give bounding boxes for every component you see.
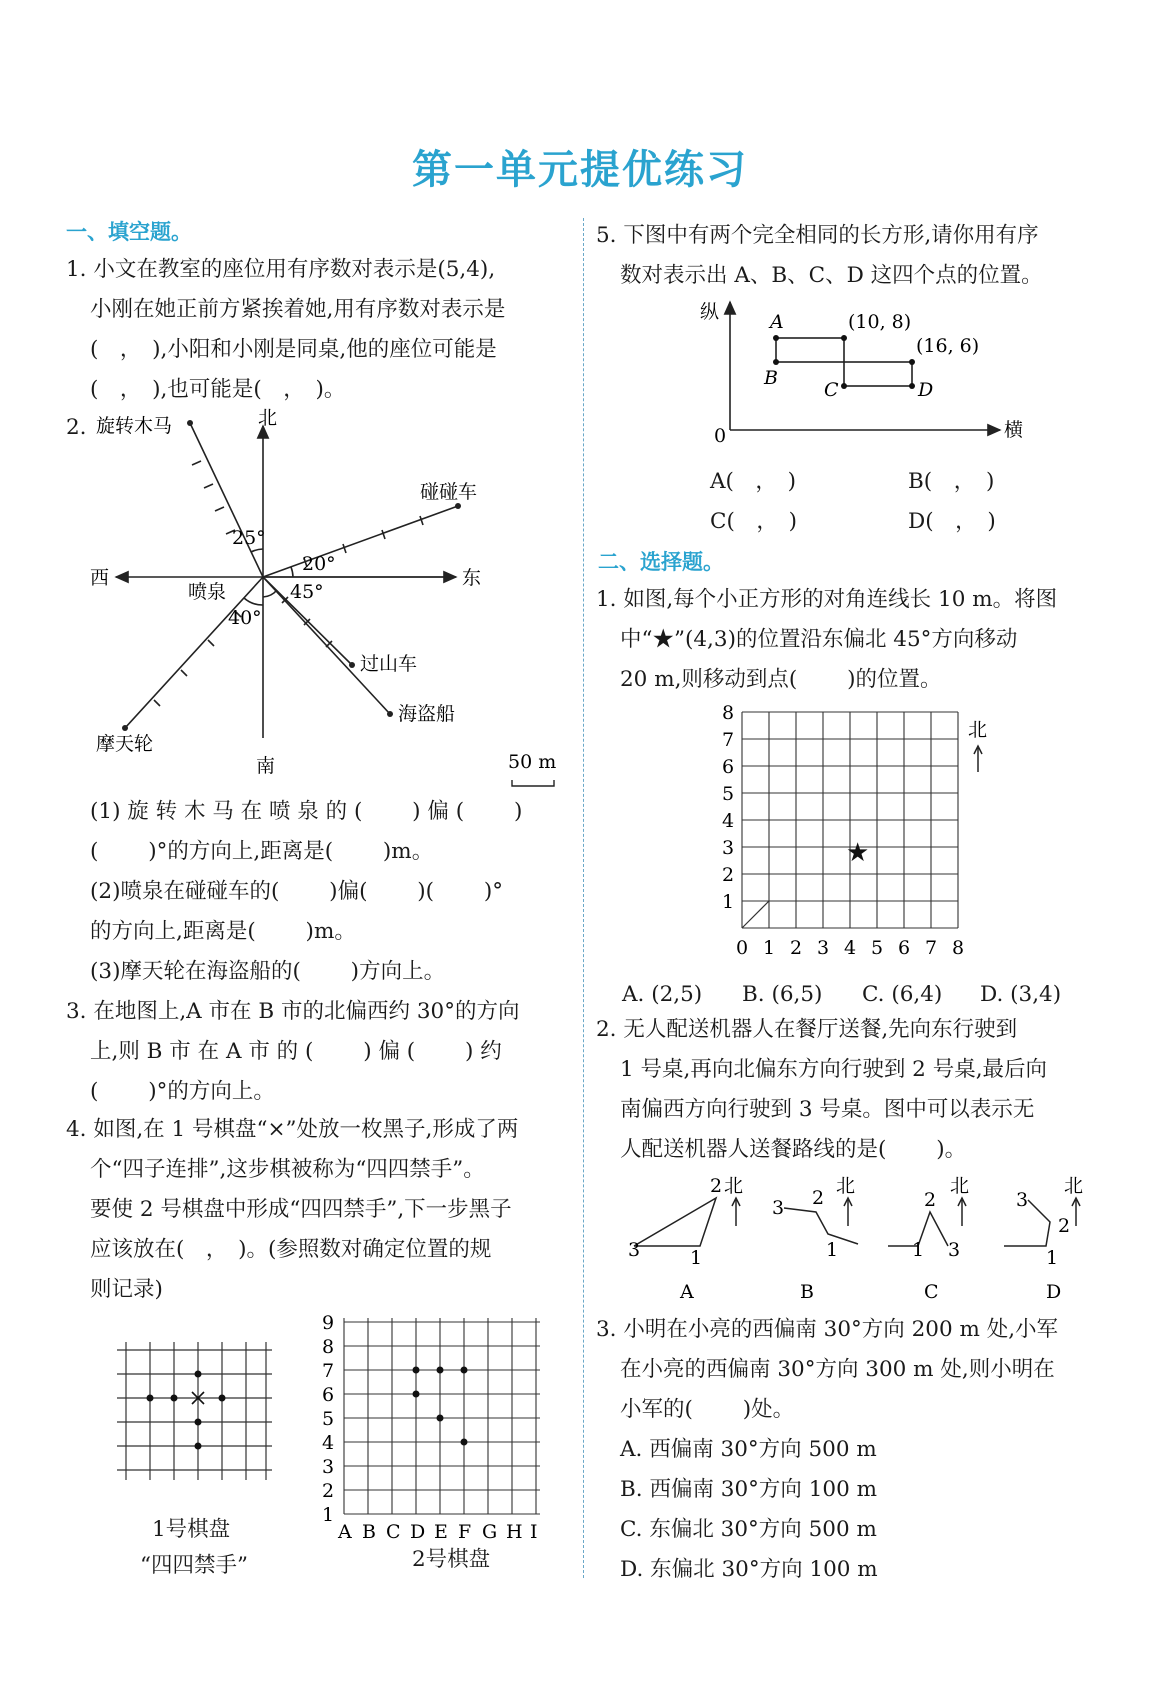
board2-row-label: 1 xyxy=(322,1504,335,1526)
point-a-label: A xyxy=(770,311,784,333)
board2-row-label: 4 xyxy=(322,1432,335,1454)
c3-line: 3. 小明在小亮的西偏南 30°方向 200 m 处,小军 xyxy=(596,1317,1059,1342)
question-3 xyxy=(66,992,519,1112)
grid-x-tick: 1 xyxy=(763,937,776,959)
q5-answer-b: B( ， ) xyxy=(908,469,995,494)
board2-col-label: E xyxy=(434,1521,448,1543)
svg-text:3: 3 xyxy=(628,1239,641,1261)
q2-line: ( )°的方向上,距离是( )m。 xyxy=(90,839,434,864)
board2-row-label: 2 xyxy=(322,1480,335,1502)
star-marker: ★ xyxy=(846,838,870,868)
c3-line: 在小亮的西偏南 30°方向 300 m 处,则小明在 xyxy=(620,1357,1055,1382)
board2-col-label: B xyxy=(362,1521,376,1543)
c1-line: 中“★”(4,3)的位置沿东偏北 45°方向移动 xyxy=(620,627,1018,652)
north-label: 北 xyxy=(724,1176,744,1197)
q5-answer-a: A( ， ) xyxy=(710,469,797,494)
grid-x-tick: 7 xyxy=(925,937,938,959)
q4-line: 4. 如图,在 1 号棋盘“×”处放一枚黑子,形成了两 xyxy=(66,1117,519,1142)
board2-row-label: 5 xyxy=(322,1408,335,1430)
bumper-car-label: 碰碰车 xyxy=(420,481,478,503)
west-label: 西 xyxy=(90,567,110,589)
grid-y-tick: 5 xyxy=(722,783,735,805)
route-option-d: D xyxy=(1046,1281,1062,1303)
y-axis-label: 纵 xyxy=(700,301,720,323)
svg-text:3: 3 xyxy=(1016,1189,1029,1211)
scale-label: 50 m xyxy=(508,751,557,773)
grid-y-tick: 8 xyxy=(722,702,735,724)
grid-y-tick: 7 xyxy=(722,729,735,751)
svg-text:1: 1 xyxy=(826,1239,839,1261)
q1-line: ( ， ),也可能是( ， )。 xyxy=(90,377,346,402)
pirate-ship-label: 海盗船 xyxy=(398,703,456,725)
angle-20-label: 20° xyxy=(302,553,336,575)
north-label: 北 xyxy=(968,719,988,741)
roller-coaster-label: 过山车 xyxy=(360,653,418,675)
svg-text:1: 1 xyxy=(690,1247,703,1269)
north-label: 北 xyxy=(1064,1176,1084,1197)
grid-y-tick: 4 xyxy=(722,810,735,832)
q1-line: 小刚在她正前方紧挨着她,用有序数对表示是 xyxy=(90,297,506,322)
question-1 xyxy=(66,250,505,410)
svg-text:1: 1 xyxy=(912,1239,925,1261)
c1-option-c: C. (6,4) xyxy=(862,982,943,1007)
board2-row-label: 3 xyxy=(322,1456,335,1478)
c3-option: D. 东偏北 30°方向 100 m xyxy=(620,1557,878,1582)
grid-x-tick: 6 xyxy=(898,937,911,959)
grid-x-tick: 8 xyxy=(952,937,965,959)
q3-line: 3. 在地图上,A 市在 B 市的北偏西约 30°的方向 xyxy=(66,999,520,1024)
south-label: 南 xyxy=(256,755,276,777)
star-grid xyxy=(720,700,1020,970)
angle-45-label: 45° xyxy=(290,581,324,603)
scale-bar xyxy=(512,780,554,786)
east-label: 东 xyxy=(462,567,482,589)
c3-line: 小军的( )处。 xyxy=(620,1397,795,1422)
board-1-subcaption: “四四禁手” xyxy=(140,1553,248,1578)
grid-x-tick: 3 xyxy=(817,937,830,959)
q4-line: 应该放在( ， )。(参照数对确定位置的规 xyxy=(90,1237,492,1262)
grid-x-tick: 2 xyxy=(790,937,803,959)
q2-line: (3)摩天轮在海盗船的( )方向上。 xyxy=(90,959,446,984)
question-2-number: 2. xyxy=(66,415,87,440)
angle-40-label: 40° xyxy=(228,607,262,629)
c2-line: 1 号桌,再向北偏东方向行驶到 2 号桌,最后向 xyxy=(620,1057,1048,1082)
fountain-label: 喷泉 xyxy=(188,581,227,603)
point-d-label: D xyxy=(918,379,934,401)
svg-text:2: 2 xyxy=(812,1187,825,1209)
q3-line: 上,则 B 市 在 A 市 的 ( ) 偏 ( ) 约 xyxy=(90,1039,502,1064)
q3-line: ( )°的方向上。 xyxy=(90,1079,275,1104)
board-1-caption: 1号棋盘 xyxy=(152,1517,231,1542)
choice-1 xyxy=(596,580,1057,700)
c2-line: 人配送机器人送餐路线的是( )。 xyxy=(620,1137,967,1162)
question-5 xyxy=(596,216,1043,296)
c3-option: B. 西偏南 30°方向 100 m xyxy=(620,1477,878,1502)
board-1 xyxy=(112,1340,282,1490)
q2-line: (1) 旋 转 木 马 在 喷 泉 的 ( ) 偏 ( ) xyxy=(90,799,523,824)
svg-text:3: 3 xyxy=(948,1239,961,1261)
point-16-6-label: (16, 6) xyxy=(916,335,980,357)
north-label: 北 xyxy=(836,1176,856,1197)
c1-option-b: B. (6,5) xyxy=(742,982,823,1007)
c1-line: 1. 如图,每个小正方形的对角连线长 10 m。将图 xyxy=(596,587,1058,612)
choice-2 xyxy=(596,1010,1047,1170)
q5-answer-c: C( ， ) xyxy=(710,509,797,534)
q2-line: 的方向上,距离是( )m。 xyxy=(90,919,356,944)
c1-option-d: D. (3,4) xyxy=(980,982,1062,1007)
c2-line: 2. 无人配送机器人在餐厅送餐,先向东行驶到 xyxy=(596,1017,1018,1042)
svg-text:3: 3 xyxy=(772,1197,785,1219)
svg-text:1: 1 xyxy=(1046,1247,1059,1269)
page-title: 第一单元提优练习 xyxy=(412,147,748,193)
point-b-label: B xyxy=(764,367,778,389)
c1-option-a: A. (2,5) xyxy=(622,982,703,1007)
q4-line: 要使 2 号棋盘中形成“四四禁手”,下一步黑子 xyxy=(90,1197,512,1222)
north-label: 北 xyxy=(950,1176,970,1197)
x-axis-label: 横 xyxy=(1004,419,1024,441)
board2-col-label: I xyxy=(530,1521,538,1543)
board2-row-label: 9 xyxy=(322,1312,335,1334)
grid-x-tick: 0 xyxy=(736,937,749,959)
north-label: 北 xyxy=(258,408,278,429)
c1-line: 20 m,则移动到点( )的位置。 xyxy=(620,667,942,692)
angle-25-label: 25° xyxy=(232,527,266,549)
bumper-line xyxy=(263,506,458,577)
point-c-label: C xyxy=(824,379,839,401)
question-2-parts xyxy=(90,792,522,992)
board-2 xyxy=(318,1310,548,1550)
section-fill-label: 一、填空题 xyxy=(66,220,171,244)
route-option-b: B xyxy=(800,1281,814,1303)
grid-y-tick: 1 xyxy=(722,891,735,913)
board2-row-label: 6 xyxy=(322,1384,335,1406)
q1-line: ( ， ),小阳和小刚是同桌,他的座位可能是 xyxy=(90,337,497,362)
merry-line xyxy=(190,423,263,577)
question-4 xyxy=(66,1110,518,1310)
board2-row-label: 8 xyxy=(322,1336,335,1358)
board2-col-label: C xyxy=(386,1521,401,1543)
column-divider xyxy=(583,218,584,1578)
q1-line: 1. 小文在教室的座位用有序数对表示是(5,4), xyxy=(66,257,496,282)
board2-col-label: H xyxy=(506,1521,523,1543)
board-2-caption: 2号棋盘 xyxy=(412,1547,491,1572)
grid-y-tick: 3 xyxy=(722,837,735,859)
point-10-8-label: (10, 8) xyxy=(848,311,912,333)
q5-line: 数对表示出 A、B、C、D 这四个点的位置。 xyxy=(620,263,1043,288)
origin-label: 0 xyxy=(714,425,727,446)
board2-col-label: G xyxy=(482,1521,498,1543)
ferris-wheel-label: 摩天轮 xyxy=(96,733,154,755)
section-choice-heading: 二、选择题。 xyxy=(598,550,724,574)
c3-option: C. 东偏北 30°方向 500 m xyxy=(620,1517,877,1542)
q5-answer-d: D( ， ) xyxy=(908,509,996,534)
grid-y-tick: 6 xyxy=(722,756,735,778)
route-option-c: C xyxy=(924,1281,939,1303)
q2-line: (2)喷泉在碰碰车的( )偏( )( )° xyxy=(90,879,504,904)
board2-col-label: A xyxy=(338,1521,352,1543)
route-options xyxy=(628,1176,1108,1306)
grid-x-tick: 4 xyxy=(844,937,857,959)
q5-line: 5. 下图中有两个完全相同的长方形,请你用有序 xyxy=(596,223,1039,248)
board2-row-label: 7 xyxy=(322,1360,335,1382)
q4-line: 则记录) xyxy=(90,1277,163,1302)
merry-go-round-label: 旋转木马 xyxy=(96,415,173,437)
svg-text:2: 2 xyxy=(1058,1215,1071,1237)
section-fill-heading: 一、填空题。 xyxy=(66,220,192,244)
board2-col-label: F xyxy=(458,1521,472,1543)
svg-text:2: 2 xyxy=(710,1176,723,1197)
route-option-a: A xyxy=(680,1281,694,1303)
grid-x-tick: 5 xyxy=(871,937,884,959)
c3-option: A. 西偏南 30°方向 500 m xyxy=(620,1437,877,1462)
c2-line: 南偏西方向行驶到 3 号桌。图中可以表示无 xyxy=(620,1097,1035,1122)
choice-3 xyxy=(596,1310,1058,1590)
board2-col-label: D xyxy=(410,1521,426,1543)
rectangles-diagram xyxy=(700,296,1040,446)
svg-text:2: 2 xyxy=(924,1189,937,1211)
section-choice-label: 二、选择题 xyxy=(598,550,703,574)
q4-line: 个“四子连排”,这步棋被称为“四四禁手”。 xyxy=(90,1157,485,1182)
compass-diagram xyxy=(80,408,580,788)
grid-y-tick: 2 xyxy=(722,864,735,886)
